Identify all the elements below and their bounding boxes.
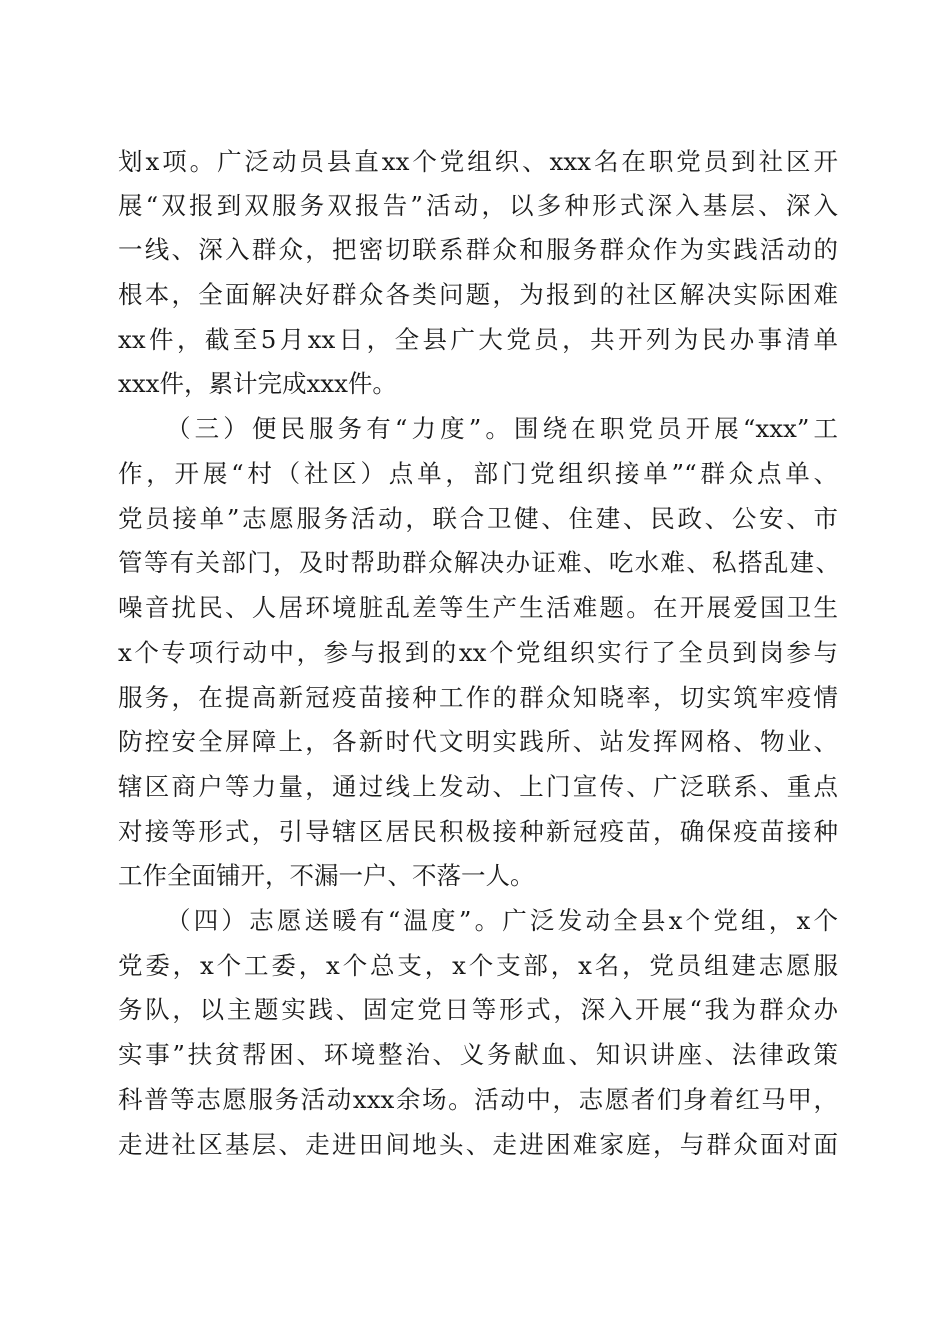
text-line: 实事”扶贫帮困、环境整治、义务献血、知识讲座、法律政策 xyxy=(118,1040,838,1069)
text-line: x个专项行动中，参与报到的xx个党组织实行了全员到岗参与 xyxy=(118,638,838,667)
text-line: 管等有关部门，及时帮助群众解决办证难、吃水难、私搭乱建、 xyxy=(118,548,840,577)
text-line: 党员接单”志愿服务活动，联合卫健、住建、民政、公安、市 xyxy=(118,504,838,533)
text-line: 对接等形式，引导辖区居民积极接种新冠疫苗，确保疫苗接种 xyxy=(118,817,838,846)
text-line: 务队，以主题实践、固定党日等形式，深入开展“我为群众办 xyxy=(118,995,838,1024)
text-line: xx件，截至5月xx日，全县广大党员，共开列为民办事清单 xyxy=(118,325,838,354)
text-line: 服务，在提高新冠疫苗接种工作的群众知晓率，切实筑牢疫情 xyxy=(118,683,838,712)
text-line: xxx件，累计完成xxx件。 xyxy=(118,369,397,398)
section-heading-line: （四）志愿送暖有“温度”。广泛发动全县x个党组，x个 xyxy=(166,906,838,935)
text-line: 党委，x个工委，x个总支，x个支部，x名，党员组建志愿服 xyxy=(118,951,838,980)
text-line: 一线、深入群众，把密切联系群众和服务群众作为实践活动的 xyxy=(118,235,838,264)
text-line: 划x项。广泛动员县直xx个党组织、xxx名在职党员到社区开 xyxy=(118,147,838,176)
text-line: 作，开展“村（社区）点单，部门党组织接单”“群众点单、 xyxy=(118,459,838,488)
text-line: 噪音扰民、人居环境脏乱差等生产生活难题。在开展爱国卫生 xyxy=(118,593,838,622)
text-line: 防控安全屏障上，各新时代文明实践所、站发挥网格、物业、 xyxy=(118,727,838,756)
section-heading-line: （三）便民服务有“力度”。围绕在职党员开展“xxx”工 xyxy=(166,414,838,443)
text-line: 走进社区基层、走进田间地头、走进困难家庭，与群众面对面 xyxy=(118,1130,838,1159)
text-line: 科普等志愿服务活动xxx余场。活动中，志愿者们身着红马甲， xyxy=(118,1085,838,1114)
text-line: 根本，全面解决好群众各类问题，为报到的社区解决实际困难 xyxy=(118,280,838,309)
text-line: 辖区商户等力量，通过线上发动、上门宣传、广泛联系、重点 xyxy=(118,772,838,801)
text-line: 工作全面铺开，不漏一户、不落一人。 xyxy=(118,861,535,890)
text-line: 展“双报到双服务双报告”活动，以多种形式深入基层、深入 xyxy=(118,191,838,220)
